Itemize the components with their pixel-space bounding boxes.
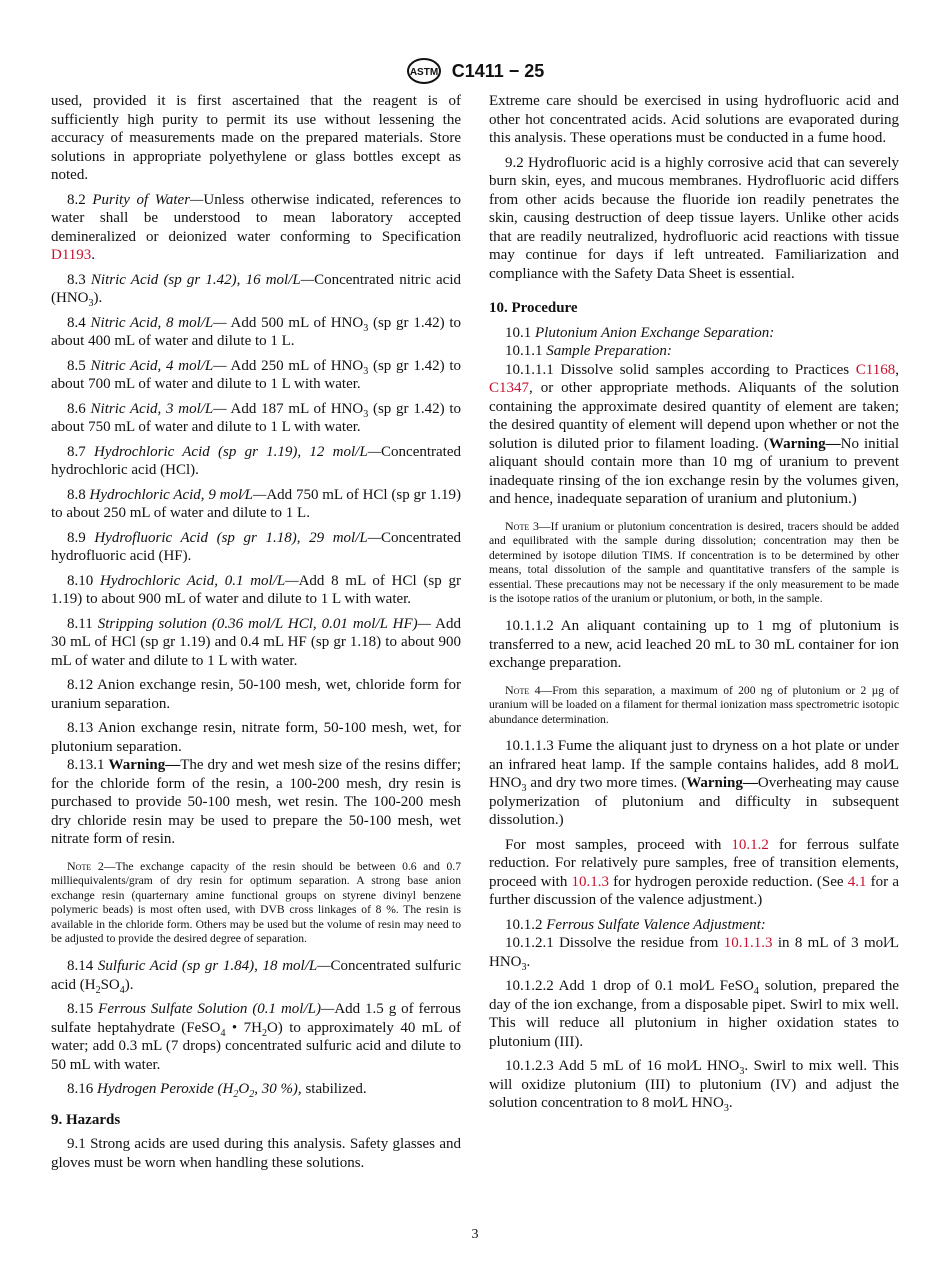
section-8-10: 8.10 Hydrochloric Acid, 0.1 mol/L—Add 8 mL of HCl (sp gr 1.19) to about 900 mL of water and dilute to 1 L with water. (51, 572, 462, 607)
section-9-heading: 9. Hazards (51, 1111, 121, 1128)
right-column (489, 92, 899, 1119)
note-2: Note 2—The exchange capacity of the resin should be between 0.6 and 0.7 milliequivalents/gram of dry resin for optimum separation. A strong base anion exchange resin (quarternary amine functional groups on styrene divinyl benzene polymeric beads) is most often used, with DVB cross linkages of 8 %. The resin is available in the chloride form. Others may be used but the volume of resin may need to be adjusted to provide the desired degree of separation. (51, 858, 462, 946)
section-9-1: 9.1 Strong acids are used during this analysis. Safety glasses and gloves must be worn when handling these solutions. (51, 1136, 461, 1171)
section-8-11: 8.11 Stripping solution (0.36 mol/L HCl, 0.01 mol/L HF)— Add 30 mL of HCl (sp gr 1.19) and 0.4 mL HF (sp gr 1.18) to about 900 mL of water and dilute to 1 L with water. (51, 615, 461, 669)
document-id: C1411 − 25 (451, 60, 545, 81)
ref-c1347-link[interactable]: C1347 (489, 380, 530, 396)
paragraph-most-samples: For most samples, proceed with 10.1.2 for ferrous sulfate reduction. For relatively pure samples, free of transition elements, proceed with 10.1.3 for hydrogen peroxide reduction. (See 4.1 for a further discussion of the valence adjustment.) (489, 836, 900, 909)
section-10-1-2-1: 10.1.2.1 Dissolve the residue from 10.1.1.3 in 8 mL of 3 mol⁄L $HNO_3$. (489, 935, 899, 973)
note-4: Note 4—From this separation, a maximum of 200 ng of plutonium or 2 µg of uranium will be loaded on a filament for thermal ionization mass spectrometric isotopic abundance determination. (489, 682, 900, 726)
paragraph-continuation: Extreme care should be exercised in using hydrofluoric acid and other hot concentrated acids. Acid solutions are evaporated during this analysis. These operations must be conducted in a fume hood. (489, 93, 899, 146)
section-10-1-1: 10.1.1 Sample Preparation: (505, 343, 672, 359)
section-8-5: 8.5 Nitric Acid, 4 mol/L— Add 250 mL of $HNO_3$ (sp gr 1.42) to about 700 mL of water and dilute to 1 L with water. (51, 357, 461, 392)
section-8-15: 8.15 Ferrous Sulfate Solution (0.1 mol/L)—Add 1.5 g of ferrous sulfate heptahydrate (FeSO$_4$ • $7H_2O$) to approximately 40 mL of water; add 0.3 mL (7 drops) concentrated sulfuric acid and dilute to 50 mL with water. (51, 1001, 461, 1073)
section-8-6: 8.6 Nitric Acid, 3 mol/L— Add 187 mL of $HNO_3$ (sp gr 1.42) to about 750 mL of water and dilute to 1 L with water. (51, 400, 461, 435)
section-8-2: 8.2 Purity of Water—Unless otherwise indicated, references to water shall be understood to mean laboratory accepted demineralized or deionized water conforming to Specification D1193. (51, 191, 462, 263)
section-10-1-2-3: 10.1.2.3 Add 5 mL of 16 mol⁄L $HNO_3$. Swirl to mix well. This will oxidize plutonium (III) to plutonium (IV) and adjust the solution concentration to 8 mol⁄L $HNO_3$. (489, 1058, 900, 1115)
svg-text:ASTM: ASTM (409, 67, 438, 78)
ref-d1193-link[interactable]: D1193 (51, 247, 92, 263)
section-8-16: 8.16 Hydrogen Peroxide ($H_2O_2$, 30 %), stabilized. (67, 1081, 367, 1101)
section-9-2: 9.2 Hydrofluoric acid is a highly corrosive acid that can severely burn skin, eyes, and mucous membranes. Hydrofluoric acid differs from other acids because the fluoride ion readily penetrates the skin, causing destruction of deep tissue layers. Unlike other acids that are readily neutralized, hydrofluoric acid reactions with tissue may continue for days if left untreated. Familiarization and compliance with the Safety Data Sheet is essential. (489, 154, 899, 282)
section-10-1-1-3: 10.1.1.3 Fume the aliquant just to dryness on a hot plate or under an infrared heat lamp. If the sample contains halides, add 8 mol⁄L $HNO_3$ and dry two more times. (Warning—Overheating may cause polymerization of plutonium and difficulty in subsequent dissolution.) (489, 738, 899, 829)
left-column (51, 92, 461, 1178)
section-8-3: 8.3 Nitric Acid (sp gr 1.42), 16 mol/L—Concentrated nitric acid $(HNO_3)$. (51, 271, 461, 309)
section-10-1-2-2: 10.1.2.2 Add 1 drop of 0.1 mol⁄L FeSO$_4$ solution, prepared the day of the ion exchange, from a disposable pipet. Swirl to mix well. This will reduce all plutonium in higher oxidation states to plutonium (III). (489, 978, 899, 1050)
paragraph-continuation: used, provided it is first ascertained that the reagent is of sufficiently high purity to permit its use without lessening the accuracy of measurements made on the prepared materials. Store solutions in appropriate polyethylene or glass bottles except as noted. (51, 93, 461, 183)
section-8-12: 8.12 Anion exchange resin, 50-100 mesh, wet, chloride form for uranium separation. (51, 677, 461, 712)
note-3: Note 3—If uranium or plutonium concentration is desired, tracers should be added and equilibrated with the sample during dissolution; concentration may then be determined by isotope dilution TIMS. If concentration is to be determined by other means, total dissolution of the sample and quantitative transfers of the sample is essential. These precautions may not be necessary if the only measurement to be made is the isotope ratios of the uranium or plutonium, or both, in the sample. (489, 518, 899, 606)
section-10-1-1-1: 10.1.1.1 Dissolve solid samples according to Practices C1168, C1347, or other appropriate methods. Aliquants of the solution containing the approximate desired quantity of element are taken; the desired quantity of element will depend upon whether or not the solution is diluted prior to filament loading. (Warning—No initial aliquant should contain more than 10 mg of uranium to prevent inadequate rinsing of the ion exchange resin by the volumes given, and hence, inadequate separation of uranium and plutonium.) (489, 361, 899, 507)
section-10-1-2: 10.1.2 Ferrous Sulfate Valence Adjustment: (505, 916, 766, 933)
page-header (0, 56, 950, 86)
ref-10-1-3-link[interactable]: 10.1.3 (571, 873, 609, 890)
section-8-14: 8.14 Sulfuric Acid (sp gr 1.84), 18 mol/L—Concentrated sulfuric acid $(H_2SO_4)$. (51, 958, 461, 996)
ref-4-1-link[interactable]: 4.1 (847, 873, 867, 890)
section-8-13: 8.13 Anion exchange resin, nitrate form, 50-100 mesh, wet, for plutonium separation. (51, 720, 461, 755)
section-8-9: 8.9 Hydrofluoric Acid (sp gr 1.18), 29 mol/L—Concentrated hydrofluoric acid (HF). (51, 529, 462, 564)
section-8-4: 8.4 Nitric Acid, 8 mol/L— Add 500 mL of $HNO_3$ (sp gr 1.42) to about 400 mL of water and dilute to 1 L. (51, 314, 461, 349)
section-10-1: 10.1 Plutonium Anion Exchange Separation: (505, 324, 775, 341)
astm-logo-icon (406, 56, 442, 86)
page-number: 3 (471, 1227, 479, 1242)
section-8-13-1: 8.13.1 Warning—The dry and wet mesh size of the resins differ; for the chloride form of the resin, a 100-200 mesh, dry resin is purchased to provide 50-100 mesh, wet resin. The 100-200 mesh dry chloride resin may be used to prepare the 50-100 mesh, wet nitrate form of resin. (51, 757, 462, 847)
section-8-8: 8.8 Hydrochloric Acid, 9 mol⁄L—Add 750 mL of HCl (sp gr 1.19) to about 250 mL of water and dilute to 1 L. (51, 486, 462, 521)
ref-10-1-1-3-link[interactable]: 10.1.1.3 (723, 935, 773, 952)
ref-c1168-link[interactable]: C1168 (855, 361, 896, 378)
section-10-1-1-2: 10.1.1.2 An aliquant containing up to 1 mg of plutonium is transferred to a new, acid leached 20 mL to 30 mL container for ion exchange preparation. (489, 618, 899, 672)
ref-10-1-2-link[interactable]: 10.1.2 (731, 836, 769, 853)
section-8-7: 8.7 Hydrochloric Acid (sp gr 1.19), 12 mol/L—Concentrated hydrochloric acid (HCl). (51, 443, 461, 478)
section-10-heading: 10. Procedure (489, 300, 578, 316)
